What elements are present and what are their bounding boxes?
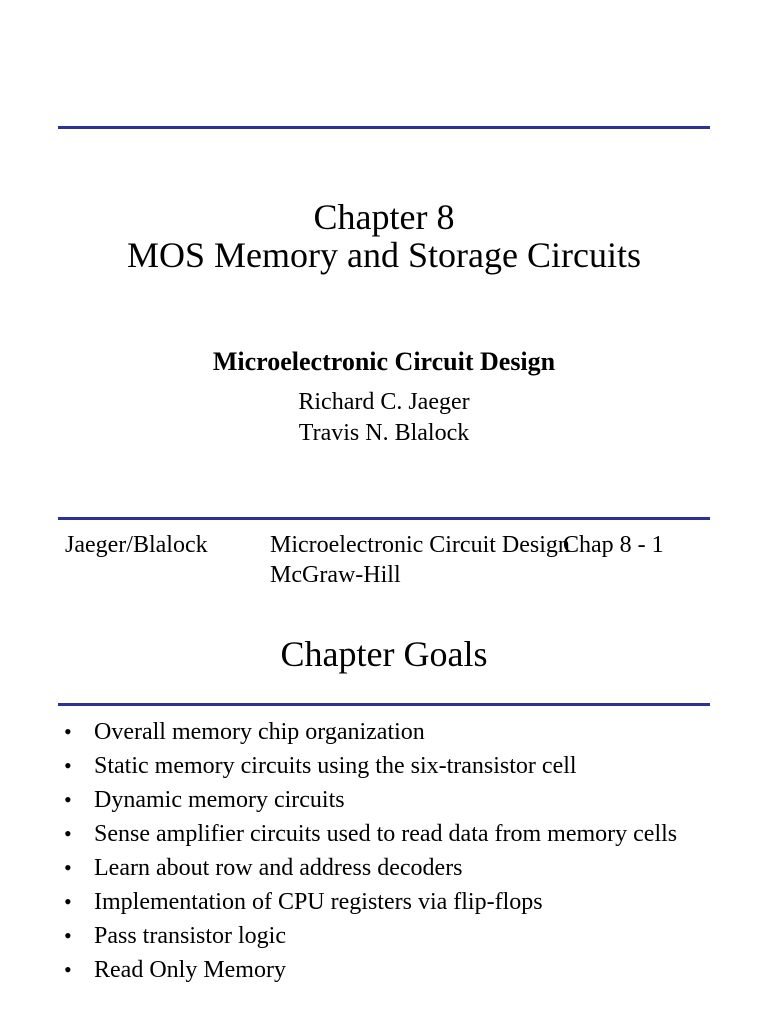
bullet-icon: • <box>64 855 72 880</box>
list-item <box>62 956 692 984</box>
list-item <box>62 820 692 848</box>
footer-divider <box>58 517 710 520</box>
chapter-number: Chapter 8 <box>313 197 455 237</box>
list-item <box>62 922 692 950</box>
bullet-icon: • <box>64 923 72 948</box>
goal-text: Sense amplifier circuits used to read data from memory cells <box>94 821 678 847</box>
footer-publication: Microelectronic Circuit Design McGraw-Hill <box>270 532 570 588</box>
goals-divider <box>58 703 710 706</box>
footer-authors: Jaeger/Blalock <box>65 532 208 558</box>
list-item <box>62 718 692 746</box>
book-title: Microelectronic Circuit Design <box>212 347 556 376</box>
authors <box>0 387 768 449</box>
bullet-icon: • <box>64 719 72 744</box>
goal-text: Overall memory chip organization <box>94 719 425 745</box>
goal-text: Read Only Memory <box>94 957 286 983</box>
top-divider <box>58 126 710 129</box>
goal-text: Static memory circuits using the six-transistor cell <box>94 753 577 779</box>
bullet-icon: • <box>64 787 72 812</box>
author-2: Travis N. Blalock <box>298 420 470 446</box>
goal-text: Pass transistor logic <box>94 923 286 949</box>
goals-title: Chapter Goals <box>280 634 488 674</box>
bullet-icon: • <box>64 957 72 982</box>
list-item <box>62 854 692 882</box>
chapter-title: MOS Memory and Storage Circuits <box>127 235 641 275</box>
goals-list <box>62 718 692 990</box>
slide-title <box>0 198 768 274</box>
list-item <box>62 888 692 916</box>
footer-page-number: Chap 8 - 1 <box>563 532 664 558</box>
author-1: Richard C. Jaeger <box>298 389 470 415</box>
goal-text: Learn about row and address decoders <box>94 855 463 881</box>
slide-footer <box>0 530 768 588</box>
list-item <box>62 786 692 814</box>
goal-text: Dynamic memory circuits <box>94 787 345 813</box>
bullet-icon: • <box>64 753 72 778</box>
list-item <box>62 752 692 780</box>
goal-text: Implementation of CPU registers via flip-flops <box>94 889 543 915</box>
bullet-icon: • <box>64 889 72 914</box>
bullet-icon: • <box>64 821 72 846</box>
